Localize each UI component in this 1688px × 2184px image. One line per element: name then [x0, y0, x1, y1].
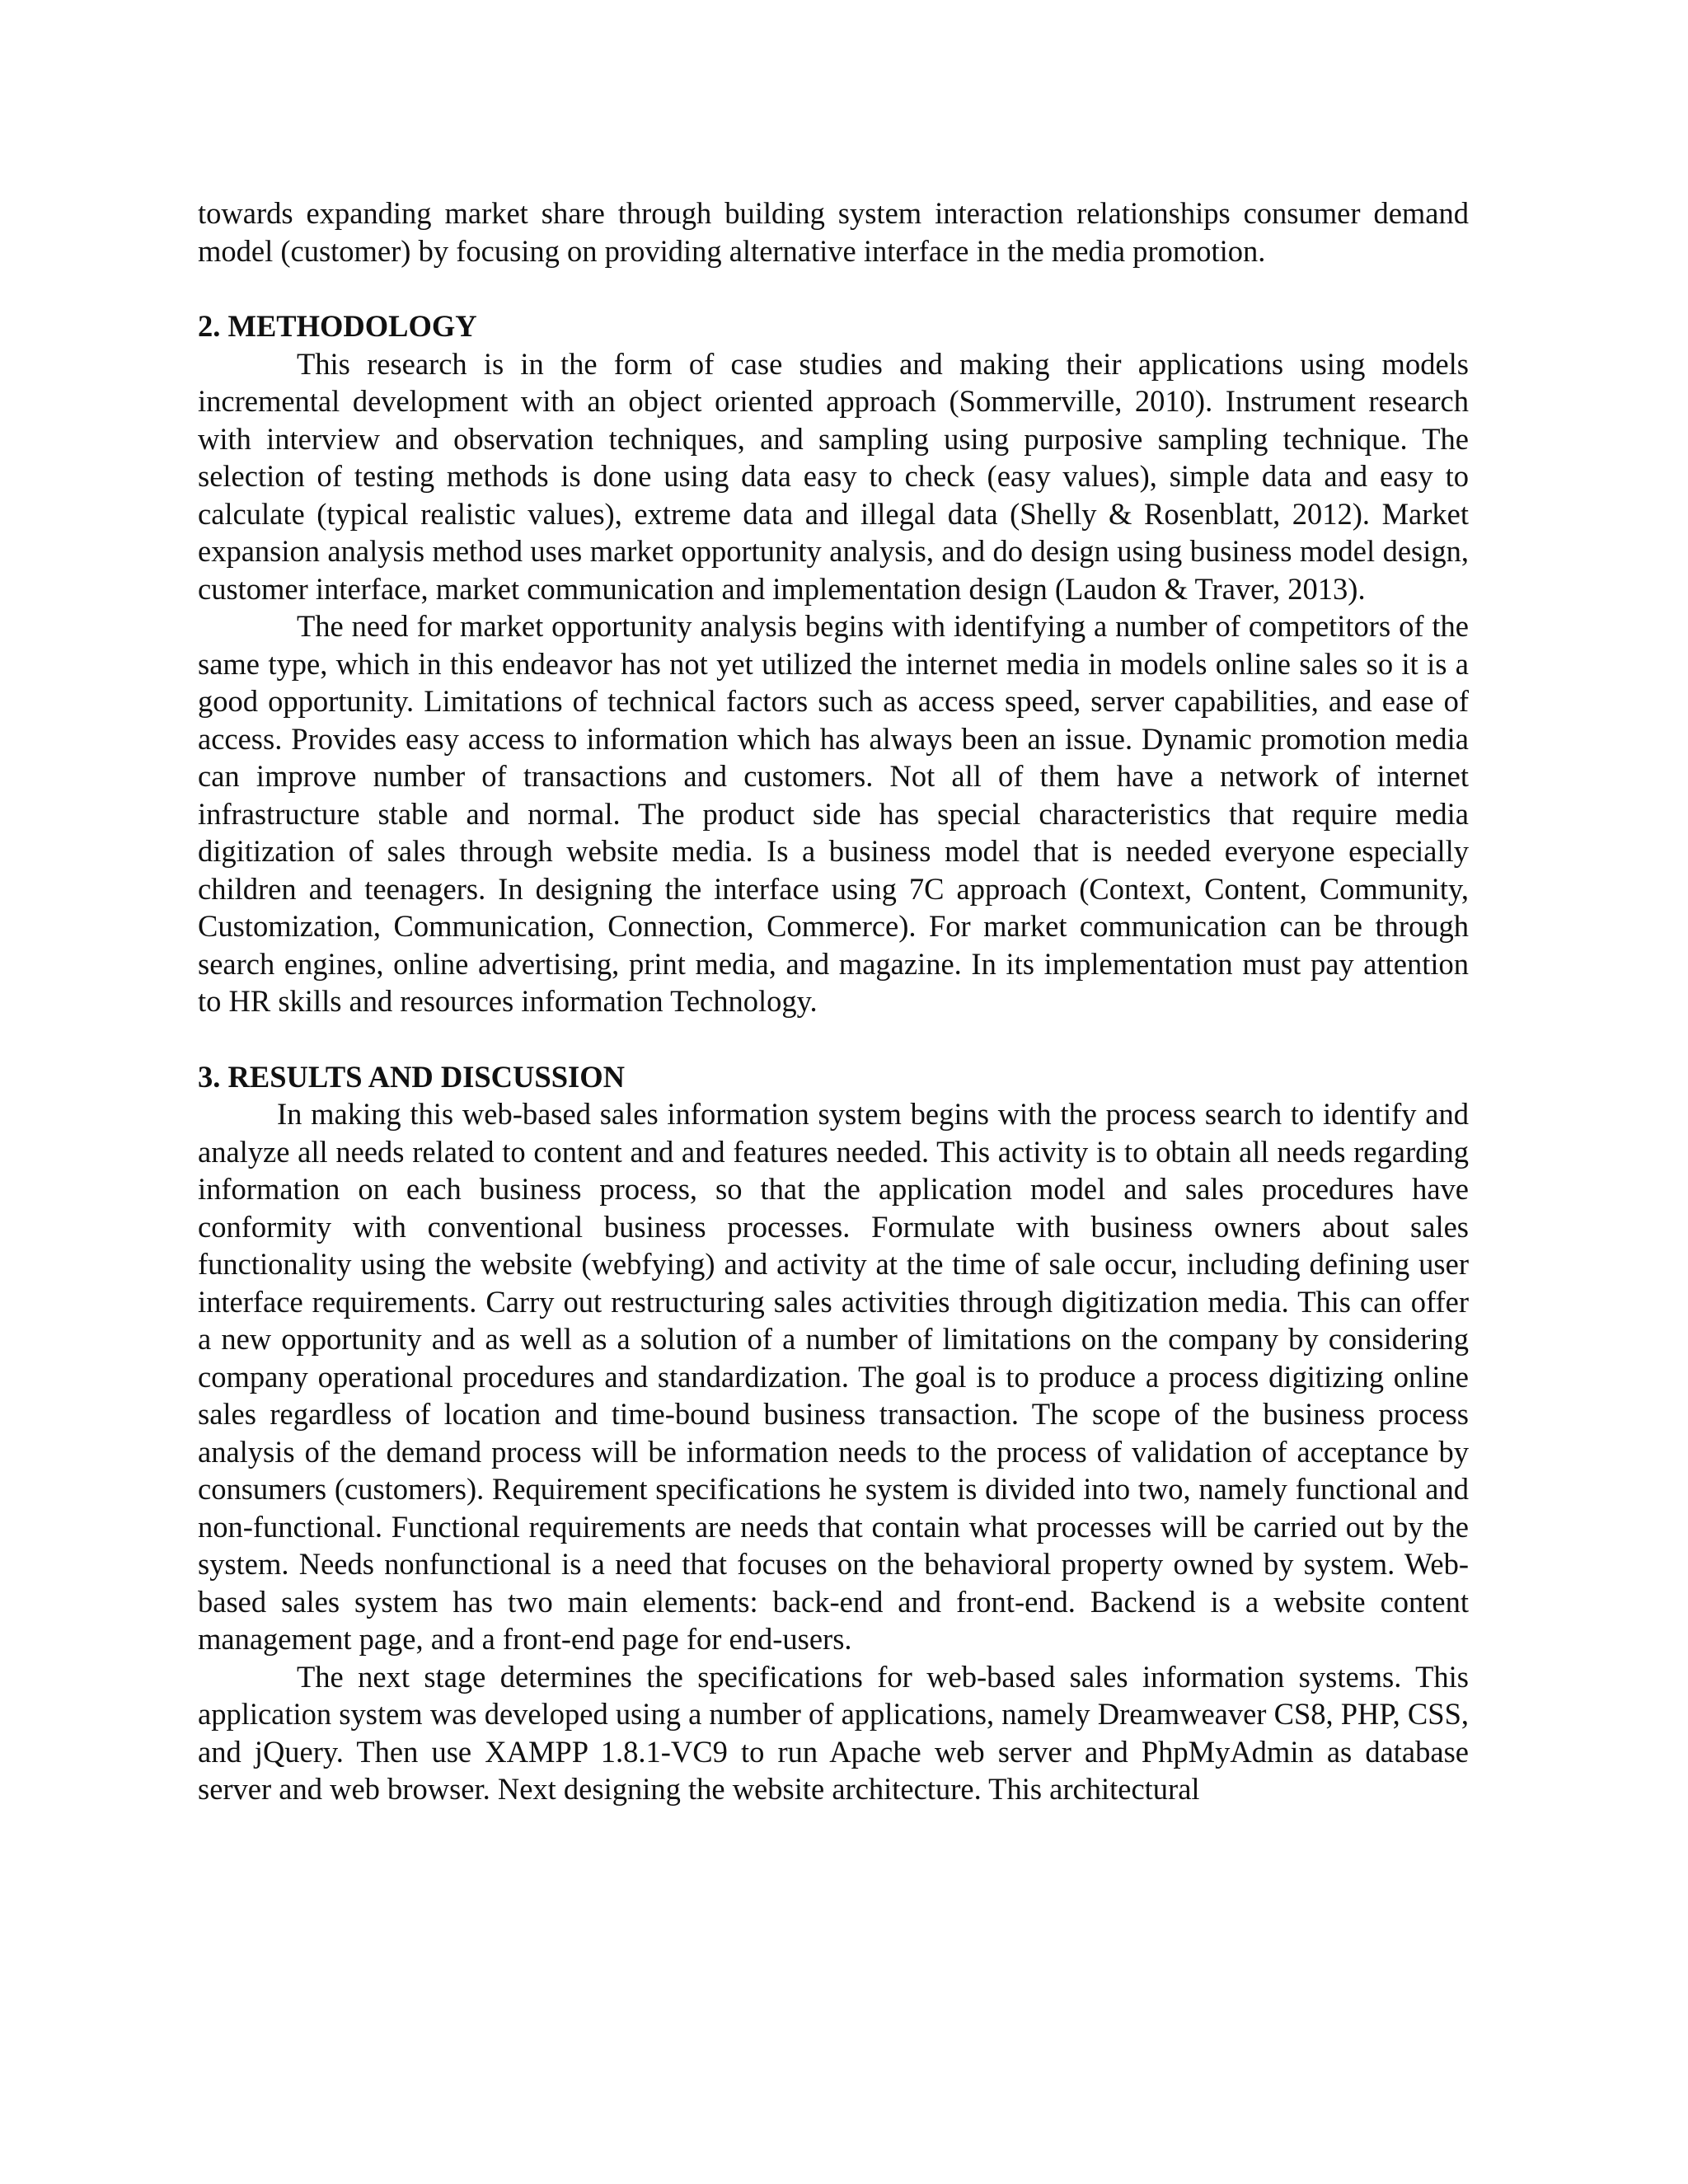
- methodology-paragraph-2: The need for market opportunity analysis begins with identifying a number of competitors of the same type, which in this endeavor has not yet utilized the internet media in models online sales so it is a good opportunity. Limitations of technical factors such as access speed, server capabilities, and ease of access. Provides easy access to information which has always been an issue. Dynamic promotion media can improve number of transactions and customers. Not all of them have a network of internet infrastructure stable and normal. The product side has special characteristics that require media digitization of sales through website media. Is a business model that is needed everyone especially children and teenagers. In designing the interface using 7C approach (Context, Content, Community, Customization, Communication, Connection, Commerce). For market communication can be through search engines, online advertising, print media, and magazine. In its implementation must pay attention to HR skills and resources information Technology.: [198, 609, 1469, 1018]
- intro-continuation-paragraph: towards expanding market share through building system interaction relationships consumer demand model (customer) by focusing on providing alternative interface in the media promotion.: [198, 196, 1469, 268]
- section-spacer: [198, 1020, 1469, 1058]
- methodology-heading: 2. METHODOLOGY: [198, 309, 477, 343]
- results-paragraph-1: In making this web-based sales information system begins with the process search to identify and analyze all needs related to content and and features needed. This activity is to obtain all needs regarding information on each business process, so that the application model and sales procedures have conformity with conventional business processes. Formulate with business owners about sales functionality using the website (webfying) and activity at the time of sale occur, including defining user interface requirements. Carry out restructuring sales activities through digitization media. This can offer a new opportunity and as well as a solution of a number of limitations on the company by considering company operational procedures and standardization. The goal is to produce a process digitizing online sales regardless of location and time-bound business transaction. The scope of the business process analysis of the demand process will be information needs to the process of validation of acceptance by consumers (customers). Requirement specifications he system is divided into two, namely functional and non-functional. Functional requirements are needs that contain what processes will be carried out by the system. Needs nonfunctional is a need that focuses on the behavioral property owned by system. Web-based sales system has two main elements: back-end and front-end. Backend is a website content management page, and a front-end page for end-users.: [198, 1097, 1469, 1656]
- section-spacer: [198, 269, 1469, 307]
- document-page: [198, 194, 1469, 1808]
- results-paragraph-2: The next stage determines the specifications for web-based sales information systems. This application system was developed using a number of applications, namely Dreamweaver CS8, PHP, CSS, and jQuery. Then use XAMPP 1.8.1-VC9 to run Apache web server and PhpMyAdmin as database server and web browser. Next designing the website architecture. This architectural: [198, 1659, 1469, 1806]
- results-heading: 3. RESULTS AND DISCUSSION: [198, 1059, 625, 1094]
- methodology-paragraph-1: This research is in the form of case studies and making their applications using models incremental development with an object oriented approach (Sommerville, 2010). Instrument research with interview and observation techniques, and sampling using purposive sampling technique. The selection of testing methods is done using data easy to check (easy values), simple data and easy to calculate (typical realistic values), extreme data and illegal data (Shelly & Rosenblatt, 2012). Market expansion analysis method uses market opportunity analysis, and do design using business model design, customer interface, market communication and implementation design (Laudon & Traver, 2013).: [198, 346, 1469, 606]
